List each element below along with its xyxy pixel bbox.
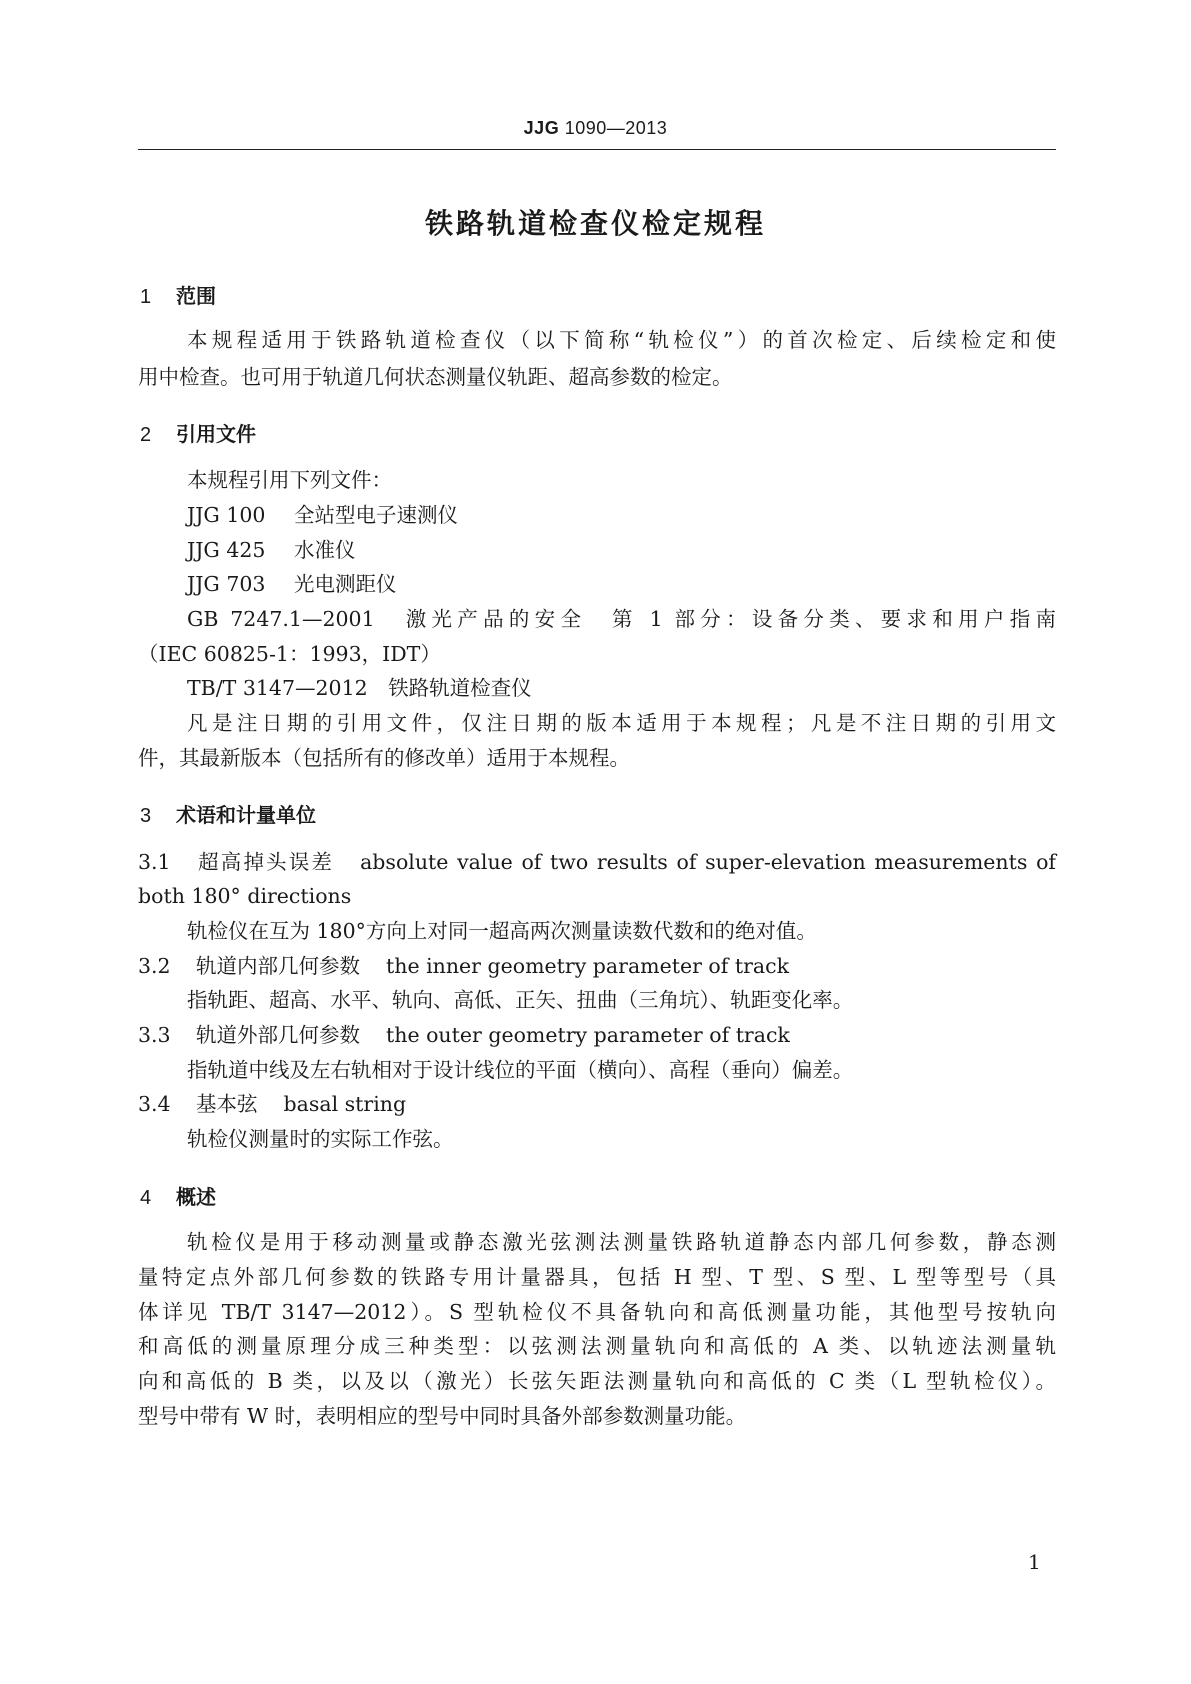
section-4-heading — [140, 1181, 216, 1210]
ref-item — [187, 540, 1056, 561]
term-3-4 — [138, 1094, 1056, 1115]
term-3-3-def: 指轨道中线及左右轨相对于设计线位的平面（横向）、高程（垂向）偏差。 — [187, 1058, 854, 1082]
term-en: the outer geometry parameter of track — [386, 1023, 790, 1047]
section-3-heading — [140, 799, 316, 828]
term-3-1-def: 轨检仪在互为 180°方向上对同一超高两次测量读数代数和的绝对值。 — [187, 919, 817, 943]
term-3-1 — [138, 852, 1056, 873]
term-en: absolute value of two results of super-elevation measurements of — [360, 850, 1056, 874]
refs-note-line-1: 凡是注日期的引用文件，仅注日期的版本适用于本规程；凡是不注日期的引用文 — [187, 711, 1056, 735]
refs-intro: 本规程引用下列文件： — [187, 468, 392, 492]
ref-name: 光电测距仪 — [294, 572, 397, 596]
term-3-2-def: 指轨距、超高、水平、轨向、高低、正矢、扭曲（三角坑）、轨距变化率。 — [187, 988, 854, 1012]
term-cn: 基本弦 — [196, 1092, 258, 1116]
overview-line-5: 向和高低的 B 类，以及以（激光）长弦矢距法测量轨向和高低的 C 类（L 型轨检仪）。 — [138, 1369, 1056, 1393]
overview-line-3: 体详见 TB/T 3147—2012）。S 型轨检仪不具备轨向和高低测量功能，其他型号按轨向 — [138, 1300, 1056, 1324]
section-title: 术语和计量单位 — [176, 803, 316, 827]
ref-code: JJG 425 — [187, 538, 266, 562]
section-2-heading — [140, 418, 256, 447]
ref-gb-line-2: （IEC 60825-1：1993，IDT） — [138, 642, 441, 666]
running-header — [0, 118, 1191, 139]
ref-item — [187, 574, 1056, 595]
section-number: 1 — [140, 286, 152, 308]
section-number: 4 — [140, 1187, 152, 1209]
ref-code: JJG 703 — [187, 572, 266, 596]
section-title: 引用文件 — [176, 422, 256, 446]
section-number: 3 — [140, 805, 152, 827]
ref-tb: TB/T 3147—2012 铁路轨道检查仪 — [187, 676, 532, 700]
section-title: 范围 — [176, 284, 216, 308]
term-3-4-def: 轨检仪测量时的实际工作弦。 — [187, 1127, 454, 1151]
term-3-2 — [138, 956, 1056, 977]
term-number: 3.2 — [138, 954, 171, 978]
term-en: the inner geometry parameter of track — [386, 954, 790, 978]
ref-item — [187, 505, 1056, 526]
overview-line-4: 和高低的测量原理分成三种类型：以弦测法测量轨向和高低的 A 类、以轨迹法测量轨 — [138, 1334, 1056, 1358]
overview-line-2: 量特定点外部几何参数的铁路专用计量器具，包括 H 型、T 型、S 型、L 型等型号（具 — [138, 1265, 1056, 1289]
overview-line-1: 轨检仪是用于移动测量或静态激光弦测法测量铁路轨道静态内部几何参数，静态测 — [187, 1230, 1056, 1254]
term-cn: 超高掉头误差 — [196, 850, 335, 874]
term-3-1-en-cont: both 180° directions — [138, 884, 352, 908]
overview-line-6: 型号中带有 W 时，表明相应的型号中同时具备外部参数测量功能。 — [138, 1404, 747, 1428]
scope-line-1: 本规程适用于铁路轨道检查仪（以下简称“轨检仪”）的首次检定、后续检定和使 — [187, 328, 1056, 352]
header-rule — [138, 149, 1056, 150]
term-en: basal string — [283, 1092, 407, 1116]
ref-code: JJG 100 — [187, 503, 266, 527]
term-number: 3.1 — [138, 850, 171, 874]
refs-note-line-2: 件，其最新版本（包括所有的修改单）适用于本规程。 — [138, 746, 630, 770]
term-3-3 — [138, 1025, 1056, 1046]
ref-name: 全站型电子速测仪 — [294, 503, 458, 527]
ref-gb-line-1: GB 7247.1—2001 激光产品的安全 第 1 部分：设备分类、要求和用户指南 — [187, 607, 1056, 631]
section-number: 2 — [140, 424, 152, 446]
term-number: 3.4 — [138, 1092, 171, 1116]
ref-name: 水准仪 — [294, 538, 356, 562]
scope-line-2: 用中检查。也可用于轨道几何状态测量仪轨距、超高参数的检定。 — [138, 365, 733, 389]
section-title: 概述 — [176, 1185, 216, 1209]
term-number: 3.3 — [138, 1023, 171, 1047]
page-number: 1 — [1028, 1550, 1041, 1574]
header-code: JJG — [523, 118, 560, 138]
term-cn: 轨道外部几何参数 — [196, 1023, 360, 1047]
term-cn: 轨道内部几何参数 — [196, 954, 360, 978]
page-title: 铁路轨道检查仪检定规程 — [424, 207, 766, 240]
header-number: 1090—2013 — [564, 118, 668, 138]
section-1-heading — [140, 280, 216, 309]
